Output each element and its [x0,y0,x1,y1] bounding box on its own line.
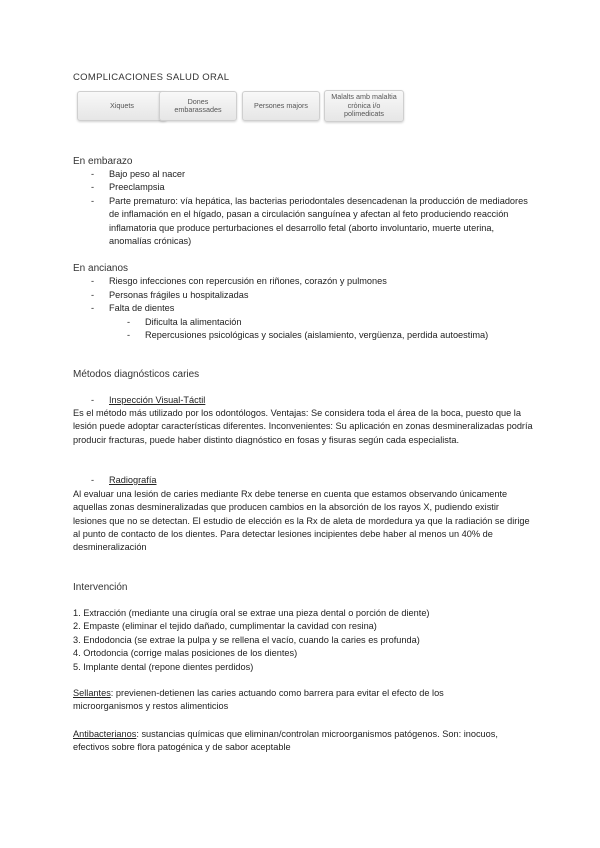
button-persones-majors[interactable]: Persones majors [242,91,320,121]
bullet-dash: - [91,475,95,485]
intervencion-item-5: 5. Implante dental (repone dientes perdidos) [73,662,254,672]
bullet-dash: - [91,169,95,179]
embarazo-heading: En embarazo [73,156,133,167]
bullet-dash: - [127,317,131,327]
radiografia-text: Al evaluar una lesión de caries mediante Rx debe tenerse en cuenta que estamos observando únicamente aquellas zonas desmineralizadas que producen cambios en la absorción de los rayos X, pudiendo existir lesiones que no se detectan. El estudio de elección es la Rx de aleta de mordedura ya que la radiación se dirige al punto de contacto de los dientes. Para detectar lesiones incipientes debe haber al menos un 40% de desmineralización [73,489,530,553]
sellantes-text: : previenen-detienen las caries actuando como barrera para evitar el efecto de los microorganismos y restos alimenticios [73,688,444,712]
radiografia-title: Radiografía [109,475,157,485]
intervencion-item-1: 1. Extracción (mediante una cirugía oral se extrae una pieza dental o porción de diente) [73,608,430,618]
intervencion-item-2: 2. Empaste (eliminar el tejido dañado, cumplimentar la cavidad con resina) [73,621,377,631]
bullet-dash: - [91,303,95,313]
bullet-dash: - [91,196,95,206]
intervencion-item-3: 3. Endodoncia (se extrae la pulpa y se rellena el vacío, cuando la caries es profunda) [73,635,420,645]
ancianos-item-1: Riesgo infecciones con repercusión en riñones, corazón y pulmones [109,276,387,286]
antibacterianos-text: : sustancias químicas que eliminan/controlan microorganismos patógenos. Son: inocuos, efectivos sobre flora patogénica y de sabor aceptable [73,729,498,753]
ancianos-subitem-2: Repercusiones psicológicas y sociales (aislamiento, vergüenza, perdida autoestima) [145,330,489,340]
bullet-dash: - [91,182,95,192]
button-malalts-cronics[interactable]: Malalts amb malaltia crònica i/o polimedicats [324,90,404,122]
embarazo-item-2: Preeclampsia [109,182,165,192]
bullet-dash: - [91,395,95,405]
ancianos-subitem-1: Dificulta la alimentación [145,317,242,327]
intervencion-item-4: 4. Ortodoncia (corrige malas posiciones de los dientes) [73,648,298,658]
ancianos-item-3: Falta de dientes [109,303,175,313]
bullet-dash: - [127,330,131,340]
antibacterianos-paragraph [73,728,518,755]
button-xiquets[interactable]: Xiquets [77,91,167,121]
ancianos-heading: En ancianos [73,263,129,274]
inspeccion-title: Inspección Visual-Táctil [109,395,206,405]
page-title: COMPLICACIONES SALUD ORAL [73,72,230,83]
intervencion-heading: Intervención [73,582,128,593]
ancianos-item-2: Personas frágiles u hospitalizadas [109,290,249,300]
sellantes-paragraph [73,687,513,714]
embarazo-item-3: Parte prematuro: vía hepática, las bacterias periodontales desencadenan la producción de mediadores de inflamación en el hígado, pasan a circulación sanguínea y afectan al feto produciendo reacción inflamatoria que produce perturbaciones el desarrollo fetal (aborto involuntario, muerte uterina, anomalías crónicas) [109,196,528,246]
bullet-dash: - [91,290,95,300]
inspeccion-text: Es el método más utilizado por los odontólogos. Ventajas: Se considera toda el área de la boca, puesto que la lesión puede adoptar características diferentes. Inconvenientes: Su aplicación en zonas desmineralizadas podría producir fracturas, puede haber distinto diagnóstico en fosas y fisuras según cada especialista. [73,408,533,445]
embarazo-item-1: Bajo peso al nacer [109,169,186,179]
bullet-dash: - [91,276,95,286]
sellantes-term: Sellantes [73,688,111,698]
antibacterianos-term: Antibacterianos [73,729,137,739]
metodos-heading: Métodos diagnósticos caries [73,369,200,380]
button-dones-embarassades[interactable]: Dones embarassades [159,91,237,121]
